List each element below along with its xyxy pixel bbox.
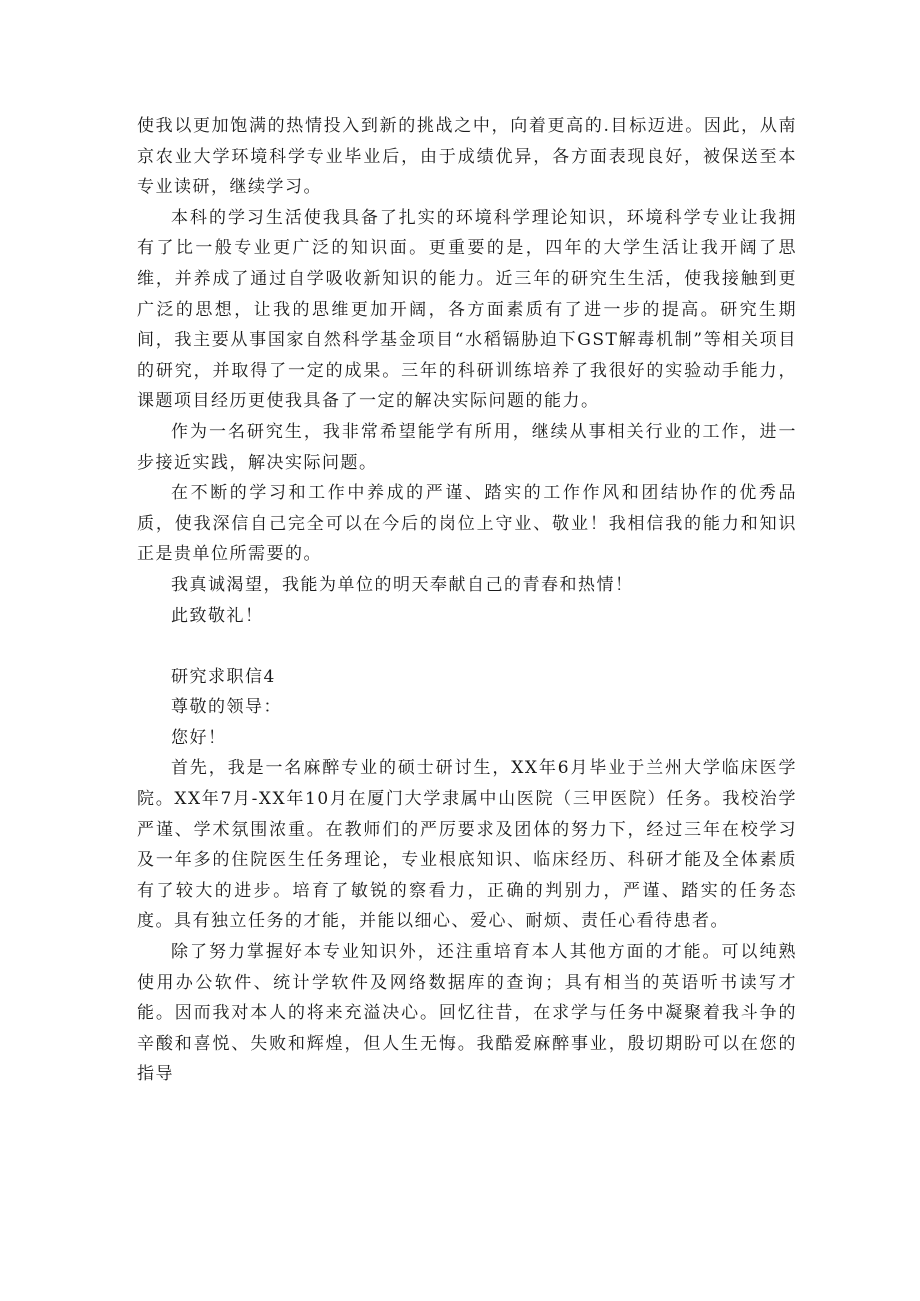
closing-salute: 此致敬礼！ — [171, 605, 264, 626]
paragraph-undergrad-study: 本科的学习生活使我具备了扎实的环境科学理论知识，环境科学专业让我拥有了比一般专业更广泛的知识面。更重要的是，四年的大学生活让我开阔了思维，并养成了通过自学吸收新知识的能力。近三年的研究生生活，使我接触到更广泛的思想，让我的思维更加开阔，各方面素质有了进一步的提高。研究生期间，我主要从事国家自然科学基金项目“水稻镉胁迫下GST解毒机制”等相关项目的研究，并取得了一定的成果。三年的科研训练培养了我很好的实验动手能力，课题项目经历更使我具备了一定的解决实际问题的能力。 — [137, 207, 797, 412]
paragraph-aspiration: 我真诚渴望，我能为单位的明天奉献自己的青春和热情！ — [171, 574, 634, 595]
letter4-paragraph-skills: 除了努力掌握好本专业知识外，还注重培育本人其他方面的才能。可以纯熟使用办公软件、统计学软件及网络数据库的查询；具有相当的英语听书读写才能。因而我对本人的将来充溢决心。回忆往昔，在求学与任务中凝聚着我斗争的辛酸和喜悦、失败和辉煌，但人生无悔。我酷爱麻醉事业，殷切期盼可以在您的指导 — [137, 942, 797, 1085]
paragraph-career-goal: 作为一名研究生，我非常希望能学有所用，继续从事相关行业的工作，进一步接近实践，解决实际问题。 — [137, 421, 797, 473]
letter4-title: 研究求职信4 — [171, 666, 276, 687]
blank-line — [137, 631, 797, 662]
letter-body — [137, 111, 797, 1090]
paragraph-continuation: 使我以更加饱满的热情投入到新的挑战之中，向着更高的.目标迈进。因此，从南京农业大学环境科学专业毕业后，由于成绩优异，各方面表现良好，被保送至本专业读研，继续学习。 — [137, 116, 797, 198]
letter4-salutation: 尊敬的领导： — [171, 697, 282, 718]
paragraph-work-style: 在不断的学习和工作中养成的严谨、踏实的工作作风和团结协作的优秀品质，使我深信自己完全可以在今后的岗位上守业、敬业！我相信我的能力和知识正是贵单位所需要的。 — [137, 483, 797, 565]
letter4-greeting: 您好！ — [171, 727, 227, 748]
letter4-paragraph-intro: 首先，我是一名麻醉专业的硕士研讨生，XX年6月毕业于兰州大学临床医学院。XX年7月-XX年10月在厦门大学隶属中山医院（三甲医院）任务。我校治学严谨、学术氛围浓重。在教师们的严厉要求及团体的努力下，经过三年在校学习及一年多的住院医生任务理论，专业根底知识、临床经历、科研才能及全体素质有了较大的进步。培育了敏锐的察看力，正确的判别力，严谨、踏实的任务态度。具有独立任务的才能，并能以细心、爱心、耐烦、责任心看待患者。 — [137, 758, 797, 932]
